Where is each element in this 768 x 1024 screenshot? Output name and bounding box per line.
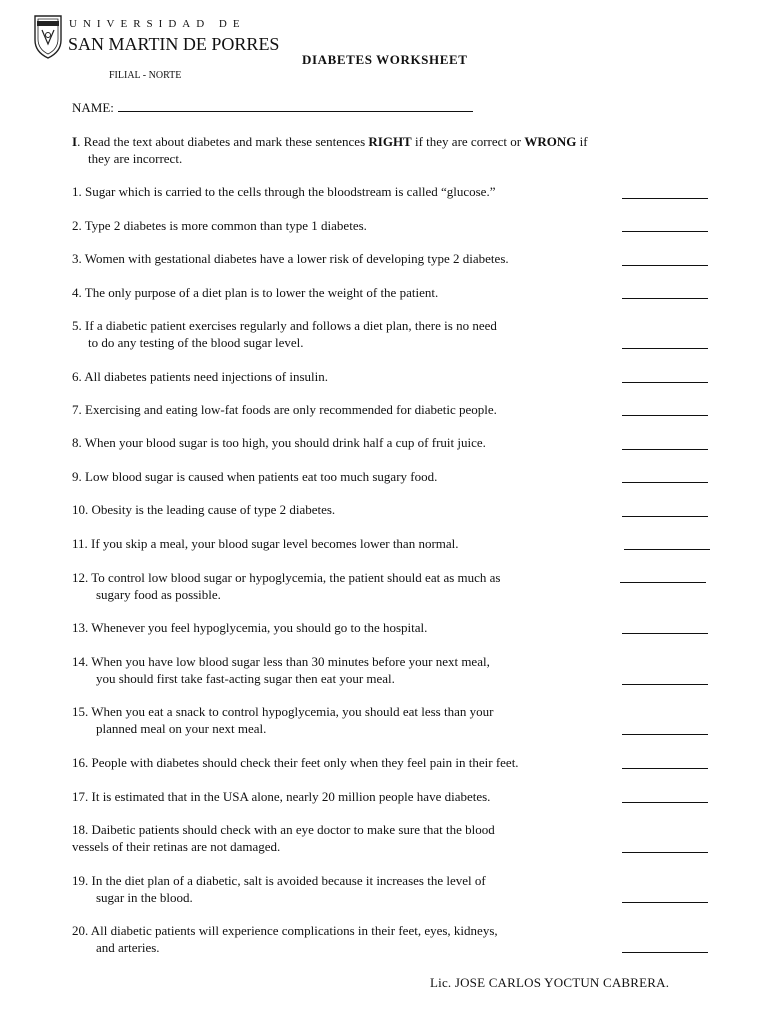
answer-blank-11[interactable] (624, 549, 710, 550)
question-11 (72, 535, 459, 552)
instructions-roman: I (72, 134, 78, 149)
university-name-line1: UNIVERSIDAD DE (69, 18, 246, 30)
question-10 (72, 501, 335, 518)
answer-blank-18[interactable] (622, 852, 708, 853)
question-text-cont: to do any testing of the blood sugar level. (88, 335, 304, 350)
question-text: 13. Whenever you feel hypoglycemia, you should go to the hospital. (72, 620, 428, 635)
question-text: 15. When you eat a snack to control hypoglycemia, you should eat less than your (72, 704, 494, 719)
answer-blank-10[interactable] (622, 516, 708, 517)
author-credit: Lic. JOSE CARLOS YOCTUN CABRERA. (430, 975, 670, 990)
question-16 (72, 754, 519, 771)
question-9 (72, 468, 437, 485)
question-7 (72, 401, 497, 418)
question-text: 16. People with diabetes should check their feet only when they feel pain in their feet. (72, 755, 519, 770)
name-label: NAME: (72, 100, 114, 115)
instructions-text-3: if (576, 134, 588, 149)
question-13 (72, 619, 427, 636)
answer-blank-7[interactable] (622, 415, 708, 416)
page-title: DIABETES WORKSHEET (302, 52, 468, 67)
answer-blank-17[interactable] (622, 802, 708, 803)
question-12 (72, 569, 501, 603)
question-text: 20. All diabetic patients will experience complications in their feet, eyes, kidneys, (72, 923, 498, 938)
answer-blank-15[interactable] (622, 734, 708, 735)
question-text: 19. In the diet plan of a diabetic, salt is avoided because it increases the level of (72, 873, 486, 888)
name-row (72, 100, 473, 116)
answer-blank-6[interactable] (622, 382, 708, 383)
question-text: 3. Women with gestational diabetes have a lower risk of developing type 2 diabetes. (72, 251, 509, 266)
question-2 (72, 217, 367, 234)
answer-blank-5[interactable] (622, 348, 708, 349)
question-8 (72, 434, 486, 451)
answer-blank-1[interactable] (622, 198, 708, 199)
question-text-cont: sugary food as possible. (96, 587, 221, 602)
question-text: 17. It is estimated that in the USA alone, nearly 20 million people have diabetes. (72, 789, 491, 804)
question-text-cont: you should first take fast-acting sugar then eat your meal. (96, 671, 395, 686)
answer-blank-4[interactable] (622, 298, 708, 299)
question-text-cont: and arteries. (96, 940, 160, 955)
question-19 (72, 872, 486, 906)
answer-blank-8[interactable] (622, 449, 708, 450)
question-text: 1. Sugar which is carried to the cells through the bloodstream is called “glucose.” (72, 184, 496, 199)
answer-blank-14[interactable] (622, 684, 708, 685)
university-branch: FILIAL - NORTE (109, 70, 182, 81)
name-blank-field[interactable] (118, 100, 473, 112)
question-14 (72, 653, 490, 687)
instructions-text-4: they are incorrect. (88, 151, 183, 166)
answer-blank-9[interactable] (622, 482, 708, 483)
question-text: 9. Low blood sugar is caused when patients eat too much sugary food. (72, 469, 438, 484)
question-text: 2. Type 2 diabetes is more common than type 1 diabetes. (72, 218, 367, 233)
instructions-text-1: . Read the text about diabetes and mark these sentences (77, 134, 369, 149)
answer-blank-2[interactable] (622, 231, 708, 232)
question-text-cont: planned meal on your next meal. (96, 721, 267, 736)
question-text: 8. When your blood sugar is too high, you should drink half a cup of fruit juice. (72, 435, 486, 450)
question-text-cont: sugar in the blood. (96, 890, 193, 905)
question-4 (72, 284, 438, 301)
question-text: 4. The only purpose of a diet plan is to lower the weight of the patient. (72, 285, 439, 300)
university-name-line2: SAN MARTIN DE PORRES (68, 34, 280, 54)
question-text: 10. Obesity is the leading cause of type 2 diabetes. (72, 502, 336, 517)
answer-blank-3[interactable] (622, 265, 708, 266)
question-text: 12. To control low blood sugar or hypoglycemia, the patient should eat as much as (72, 570, 501, 585)
question-text: 18. Daibetic patients should check with an eye doctor to make sure that the blood (72, 822, 495, 837)
question-text: 5. If a diabetic patient exercises regularly and follows a diet plan, there is no need (72, 318, 497, 333)
question-3 (72, 250, 509, 267)
answer-blank-13[interactable] (622, 633, 708, 634)
university-crest-icon (33, 14, 63, 60)
answer-blank-20[interactable] (622, 952, 708, 953)
question-5 (72, 317, 497, 351)
question-15 (72, 703, 493, 737)
instructions-text-2: if they are correct or (411, 134, 525, 149)
question-1 (72, 183, 495, 200)
question-text-cont: vessels of their retinas are not damaged. (72, 839, 281, 854)
instructions-wrong: WRONG (524, 134, 577, 149)
instructions-right: RIGHT (368, 134, 412, 149)
question-18 (72, 821, 495, 855)
question-20 (72, 922, 498, 956)
question-text: 11. If you skip a meal, your blood sugar level becomes lower than normal. (72, 536, 459, 551)
question-17 (72, 788, 490, 805)
question-text: 6. All diabetes patients need injections of insulin. (72, 369, 328, 384)
answer-blank-19[interactable] (622, 902, 708, 903)
instructions (72, 133, 712, 167)
university-logo (33, 14, 280, 86)
answer-blank-16[interactable] (622, 768, 708, 769)
question-text: 14. When you have low blood sugar less than 30 minutes before your next meal, (72, 654, 490, 669)
question-text: 7. Exercising and eating low-fat foods are only recommended for diabetic people. (72, 402, 497, 417)
question-6 (72, 368, 328, 385)
answer-blank-12[interactable] (620, 582, 706, 583)
